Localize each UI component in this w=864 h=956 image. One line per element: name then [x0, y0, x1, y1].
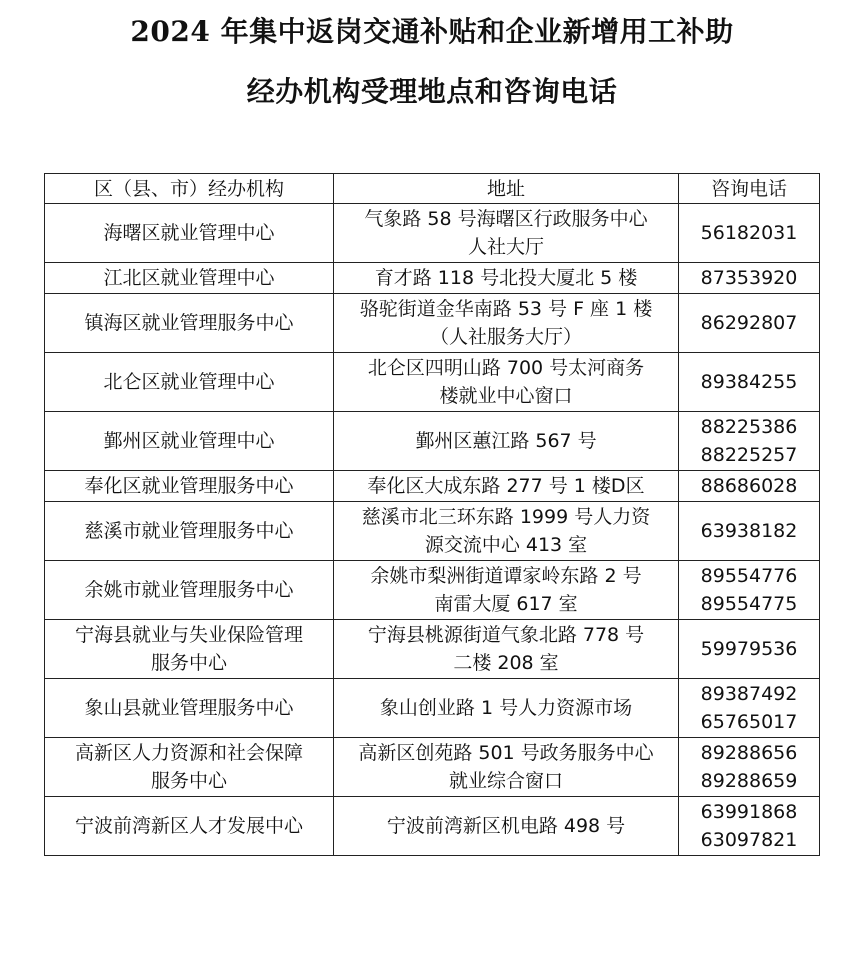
phone-cell-line: 89554775: [700, 593, 798, 615]
table-header-row: [45, 174, 820, 204]
phone-cell-line: 89288659: [700, 770, 798, 792]
table-row: [45, 738, 820, 797]
agency-cell-line: 余姚市就业管理服务中心: [84, 579, 294, 601]
agency-cell: [45, 294, 334, 353]
phone-cell: [679, 502, 820, 561]
phone-cell-line: 89288656: [700, 742, 798, 764]
address-cell-line: 宁海县桃源街道气象北路 778 号: [367, 624, 645, 646]
agency-cell: [45, 471, 334, 502]
phone-cell: [679, 294, 820, 353]
address-cell-line: 人社大厅: [467, 236, 544, 258]
address-cell-line: 宁波前湾新区机电路 498 号: [386, 815, 626, 837]
address-cell: [334, 797, 679, 856]
address-cell-line: 育才路 118 号北投大厦北 5 楼: [374, 267, 638, 289]
agency-cell-line: 服务中心: [150, 770, 227, 792]
address-cell: [334, 294, 679, 353]
agency-cell-line: 鄞州区就业管理中心: [103, 430, 275, 452]
address-cell: [334, 738, 679, 797]
phone-cell-line: 89387492: [700, 683, 798, 705]
header-agency: 区（县、市）经办机构: [45, 174, 334, 204]
agency-cell-line: 江北区就业管理中心: [103, 267, 275, 289]
phone-cell-line: 88686028: [700, 475, 798, 497]
agency-cell: [45, 502, 334, 561]
agency-cell-line: 宁海县就业与失业保险管理: [74, 624, 303, 646]
table-body: [45, 204, 820, 856]
phone-cell-line: 89384255: [700, 371, 798, 393]
table-row: [45, 679, 820, 738]
address-cell-line: 慈溪市北三环东路 1999 号人力资: [361, 506, 651, 528]
agency-cell-line: 象山县就业管理服务中心: [84, 697, 294, 719]
address-cell: [334, 471, 679, 502]
address-cell-line: 源交流中心 413 室: [424, 534, 588, 556]
address-cell-line: 就业综合窗口: [448, 770, 563, 792]
phone-cell: [679, 353, 820, 412]
phone-cell-line: 89554776: [700, 565, 798, 587]
phone-cell-line: 65765017: [700, 711, 798, 733]
agency-cell: [45, 797, 334, 856]
table-row: [45, 561, 820, 620]
agency-cell-line: 北仑区就业管理中心: [103, 371, 275, 393]
agency-cell: [45, 263, 334, 294]
agency-cell-line: 服务中心: [150, 652, 227, 674]
agency-cell: [45, 679, 334, 738]
table-row: [45, 471, 820, 502]
table-row: [45, 204, 820, 263]
phone-cell: [679, 620, 820, 679]
address-cell: [334, 412, 679, 471]
phone-cell-line: 86292807: [700, 312, 798, 334]
agency-cell-line: 镇海区就业管理服务中心: [84, 312, 294, 334]
agency-cell: [45, 353, 334, 412]
table-row: [45, 412, 820, 471]
agency-cell: [45, 738, 334, 797]
document-subtitle: 经办机构受理地点和咨询电话: [246, 75, 618, 108]
address-cell: [334, 502, 679, 561]
agency-cell-line: 海曙区就业管理中心: [103, 222, 275, 244]
address-cell: [334, 263, 679, 294]
phone-cell-line: 56182031: [700, 222, 798, 244]
phone-cell: [679, 471, 820, 502]
address-cell-line: 二楼 208 室: [453, 652, 559, 674]
phone-cell: [679, 412, 820, 471]
agency-cell-line: 奉化区就业管理服务中心: [84, 475, 294, 497]
table-row: [45, 263, 820, 294]
document-title: 2024 年集中返岗交通补贴和企业新增用工补助: [130, 15, 734, 48]
address-cell-line: 气象路 58 号海曙区行政服务中心: [364, 208, 648, 230]
table-row: [45, 294, 820, 353]
table-row: [45, 502, 820, 561]
address-cell-line: 楼就业中心窗口: [439, 385, 573, 407]
address-cell-line: 南雷大厦 617 室: [434, 593, 578, 615]
table-row: [45, 620, 820, 679]
address-cell-line: 高新区创苑路 501 号政务服务中心: [358, 742, 654, 764]
table-row: [45, 797, 820, 856]
address-cell-line: 象山创业路 1 号人力资源市场: [379, 697, 633, 719]
address-cell-line: （人社服务大厅）: [429, 326, 582, 348]
address-cell-line: 骆驼街道金华南路 53 号 F 座 1 楼: [359, 298, 653, 320]
phone-cell-line: 63938182: [700, 520, 798, 542]
phone-cell-line: 88225257: [700, 444, 798, 466]
phone-cell: [679, 679, 820, 738]
agency-cell: [45, 561, 334, 620]
header-phone: 咨询电话: [679, 174, 820, 204]
address-cell-line: 北仑区四明山路 700 号太河商务: [367, 357, 645, 379]
header-address: 地址: [334, 174, 679, 204]
phone-cell: [679, 738, 820, 797]
agency-table: [44, 173, 820, 856]
table-row: [45, 353, 820, 412]
address-cell: [334, 204, 679, 263]
phone-cell-line: 63991868: [700, 801, 798, 823]
phone-cell-line: 63097821: [700, 829, 798, 851]
address-cell-line: 余姚市梨洲街道谭家岭东路 2 号: [370, 565, 642, 587]
address-cell-line: 奉化区大成东路 277 号 1 楼D区: [367, 475, 645, 497]
agency-cell-line: 高新区人力资源和社会保障: [74, 742, 303, 764]
phone-cell-line: 87353920: [700, 267, 798, 289]
phone-cell: [679, 561, 820, 620]
agency-cell-line: 宁波前湾新区人才发展中心: [74, 815, 303, 837]
phone-cell-line: 59979536: [700, 638, 798, 660]
phone-cell: [679, 204, 820, 263]
phone-cell-line: 88225386: [700, 416, 798, 438]
address-cell: [334, 353, 679, 412]
agency-cell: [45, 412, 334, 471]
address-cell: [334, 679, 679, 738]
phone-cell: [679, 263, 820, 294]
address-cell-line: 鄞州区蕙江路 567 号: [415, 430, 597, 452]
agency-cell-line: 慈溪市就业管理服务中心: [84, 520, 294, 542]
phone-cell: [679, 797, 820, 856]
address-cell: [334, 561, 679, 620]
agency-cell: [45, 204, 334, 263]
agency-cell: [45, 620, 334, 679]
address-cell: [334, 620, 679, 679]
